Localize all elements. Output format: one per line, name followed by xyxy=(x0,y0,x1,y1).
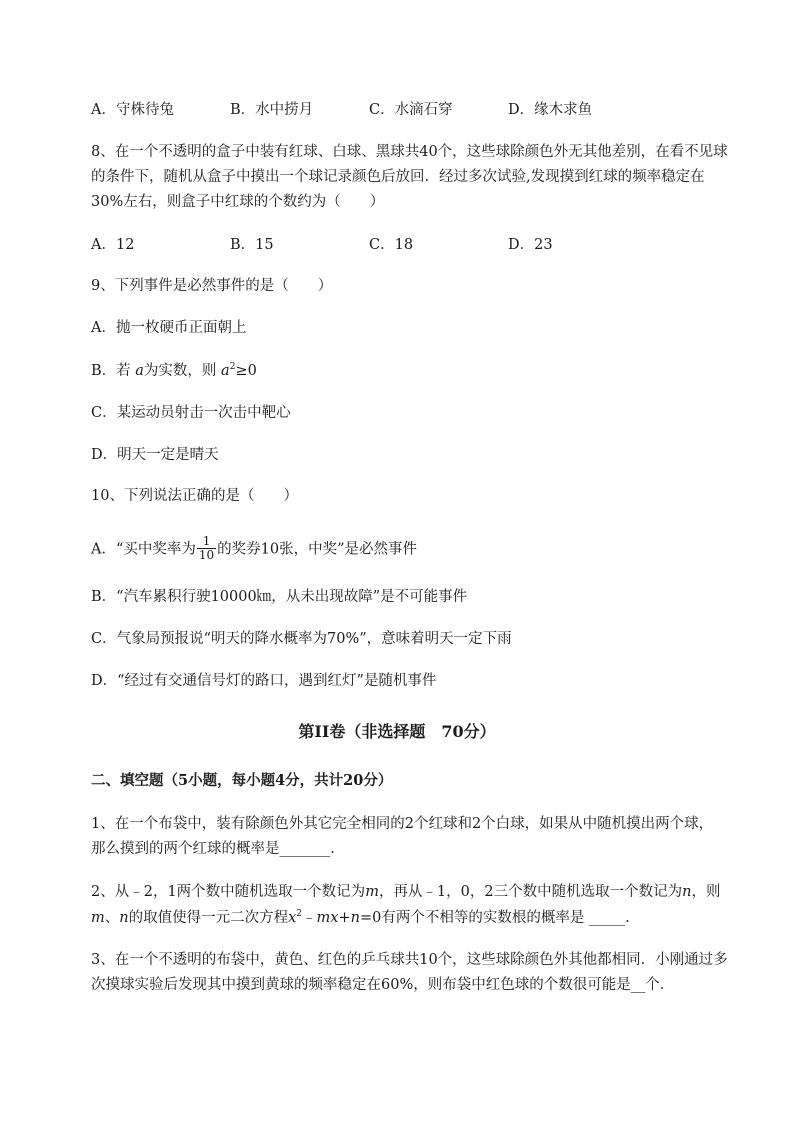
fill2-l2-suffix: =0有两个不相等的实数根的概率是 _____. xyxy=(359,910,630,926)
q8-option-b: B．15 xyxy=(230,237,274,253)
fill2-l1-prefix: 2、从﹣2，1两个数中随机选取一个数记为 xyxy=(91,884,366,900)
q9-b-prefix: B．若 xyxy=(91,363,136,379)
section-heading: 二、填空题（5小题，每小题4分，共计20分） xyxy=(91,772,393,789)
fill2-n2: n xyxy=(350,910,360,926)
q9-b-sup: 2 xyxy=(229,362,236,373)
fill2-mx: mx xyxy=(316,910,339,926)
q10-stem: 10、下列说法正确的是（ ） xyxy=(91,488,298,504)
q8-stem-line1: 8、在一个不透明的盒子中装有红球、白球、黑球共40个，这些球除颜色外无其他差别，在看不见球 xyxy=(91,144,728,160)
q8-option-c: C．18 xyxy=(369,237,414,253)
fill3-line1: 3、在一个不透明的布袋中，黄色、红色的乒乓球共10个，这些球除颜色外其他都相同．小刚通过多 xyxy=(91,952,728,968)
section-title: 第II卷（非选择题 70分） xyxy=(298,722,496,741)
fill2-plus: + xyxy=(338,910,351,926)
q7-option-c: C．水滴石穿 xyxy=(369,102,453,118)
q8-option-a: A．12 xyxy=(91,237,135,253)
q9-stem: 9、下列事件是必然事件的是（ ） xyxy=(91,278,333,294)
fill1-line2: 那么摸到的两个红球的概率是_______. xyxy=(91,841,335,857)
fill2-var-n: n xyxy=(682,884,692,900)
fill3-line2: 次摸球实验后发现其中摸到黄球的频率稳定在60%，则布袋中红色球的个数很可能是__个． xyxy=(91,977,675,993)
fill2-minus: ﹣ xyxy=(302,910,317,926)
q10-a-suffix: 的奖券10张，中奖”是必然事件 xyxy=(217,541,418,558)
q9-b-suffix: ≥0 xyxy=(235,363,257,379)
q7-option-a: A．守株待兔 xyxy=(91,102,174,118)
q9-b-var2: a xyxy=(221,363,230,379)
q10-a-fraction xyxy=(197,535,216,562)
fill2-l1-mid: ，再从﹣1，0，2三个数中随机选取一个数记为 xyxy=(378,884,683,900)
q10-a-prefix: A．“买中奖率为 xyxy=(91,541,196,558)
fill2-x: x xyxy=(288,910,297,926)
fill2-l2-mid: 的取值使得一元二次方程 xyxy=(128,910,289,926)
fill2-sup: 2 xyxy=(296,909,303,920)
fraction-numerator: 1 xyxy=(197,535,216,549)
fill2-line2 xyxy=(91,908,630,928)
fill2-l1-suffix: ，则 xyxy=(691,884,721,900)
fill1-line1: 1、在一个布袋中，装有除颜色外其它完全相同的2个红球和2个白球，如果从中随机摸出两个球， xyxy=(91,816,714,832)
q8-stem-line2: 的条件下，随机从盒子中摸出一个球记录颜色后放回．经过多次试验,发现摸到红球的频率稳定在 xyxy=(91,169,705,185)
q10-option-b: B．“汽车累积行驶10000㎞，从未出现故障”是不可能事件 xyxy=(91,589,468,605)
q9-option-d: D．明天一定是晴天 xyxy=(91,447,219,463)
q9-option-b xyxy=(91,361,257,381)
q9-option-c: C．某运动员射击一次击中靶心 xyxy=(91,405,291,421)
fill2-line1 xyxy=(91,882,720,902)
q7-option-d: D．缘木求鱼 xyxy=(508,102,593,118)
q9-option-a: A．抛一枚硬币正面朝上 xyxy=(91,320,247,336)
q7-option-b: B．水中捞月 xyxy=(230,102,314,118)
q10-option-d: D．“经过有交通信号灯的路口，遇到红灯”是随机事件 xyxy=(91,673,437,689)
q10-option-a xyxy=(91,536,417,563)
fill2-l2-n: n xyxy=(119,910,129,926)
fraction-denominator: 10 xyxy=(198,548,215,562)
fill2-var-m: m xyxy=(365,884,379,900)
q9-b-mid: 为实数，则 xyxy=(143,363,222,379)
q8-stem-line3: 30%左右，则盒子中红球的个数约为（ ） xyxy=(91,194,385,210)
q8-option-d: D．23 xyxy=(508,237,553,253)
fill2-l2-sep: 、 xyxy=(104,910,120,926)
fill2-l2-m: m xyxy=(91,910,105,926)
q9-b-var: a xyxy=(135,363,144,379)
q10-option-c: C．气象局预报说“明天的降水概率为70%”，意味着明天一定下雨 xyxy=(91,631,512,647)
